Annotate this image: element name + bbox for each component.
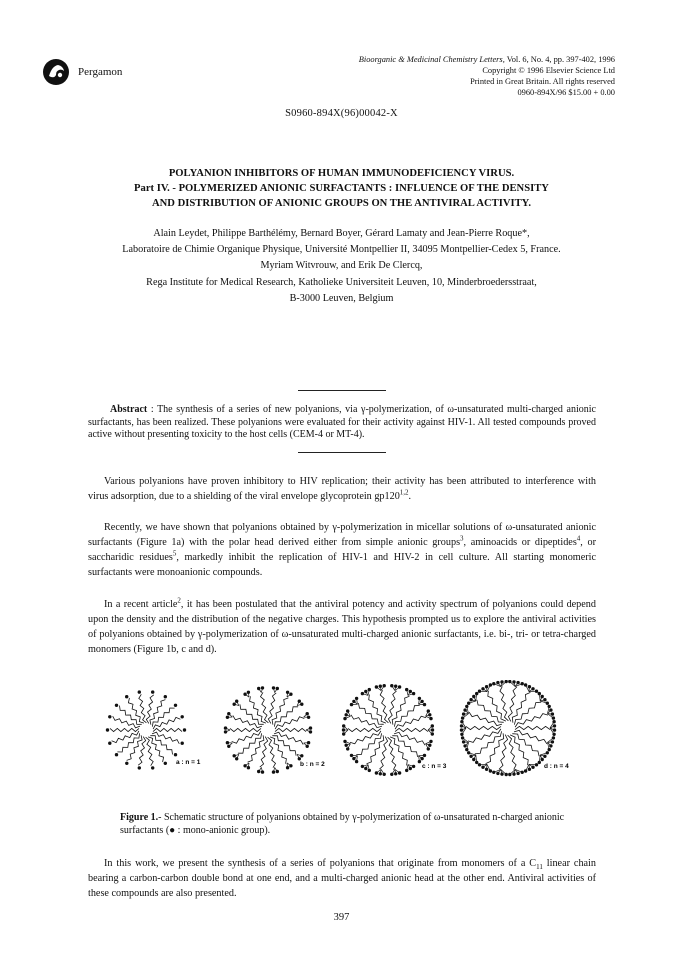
anionic-group-dot (364, 767, 367, 770)
anionic-group-dot (548, 705, 551, 708)
surfactant-chains (348, 690, 428, 769)
publisher-name: Pergamon (78, 66, 123, 78)
anionic-group-dot (553, 724, 556, 727)
anionic-group-dot (115, 704, 118, 707)
anionic-group-dot (485, 685, 488, 688)
anionic-group-dot (298, 700, 301, 703)
anionic-group-dot (409, 690, 412, 693)
anionic-group-dot (235, 757, 238, 760)
anionic-group-dot (409, 767, 412, 770)
anionic-group-dot (543, 698, 546, 701)
anionic-group-dot (427, 709, 430, 712)
anionic-group-dot (524, 769, 527, 772)
anionic-group-dot (125, 695, 128, 698)
title-line-2: Part IV. - POLYMERIZED ANIONIC SURFACTANTS : INFLUENCE OF THE DENSITY (134, 183, 549, 194)
anionic-group-dot (276, 770, 279, 773)
anionic-group-dot (394, 685, 397, 688)
author-names-2: Myriam Witvrouw, and Erik De Clercq, (260, 260, 423, 272)
anionic-group-dot (394, 772, 397, 775)
anionic-group-dot (467, 702, 470, 705)
anionic-group-dot (343, 717, 346, 720)
anionic-group-dot (286, 766, 289, 769)
anionic-group-dot (164, 695, 167, 698)
anionic-group-dot (361, 692, 364, 695)
anionic-group-dot (272, 770, 275, 773)
journal-info (255, 54, 615, 98)
anionic-group-dot (552, 720, 555, 723)
anionic-group-dot (489, 769, 492, 772)
anionic-group-dot (352, 757, 355, 760)
anionic-group-dot (181, 715, 184, 718)
anionic-group-dot (306, 712, 309, 715)
anionic-group-dot (343, 740, 346, 743)
anionic-group-dot (469, 755, 472, 758)
anionic-group-dot (151, 690, 154, 693)
elsevier-logo-icon (42, 58, 70, 86)
anionic-group-dot (257, 770, 260, 773)
anionic-group-dot (500, 680, 503, 683)
anionic-group-dot (181, 742, 184, 745)
anionic-group-dot (431, 732, 434, 735)
anionic-group-dot (368, 688, 371, 691)
anionic-group-dot (345, 713, 348, 716)
anionic-group-dot (516, 772, 519, 775)
anionic-group-dot (535, 690, 538, 693)
anionic-group-dot (460, 720, 463, 723)
anionic-group-dot (512, 772, 515, 775)
anionic-group-dot (405, 688, 408, 691)
abstract-text: : The synthesis of a series of new polyanions, via γ-polymerization, of ω-unsaturated multi-charged anionic surfactants, has been realized. These polyanions were evaluated for their activity against HIV-1. All tested compounds proved active without presenting toxicity to the host cells (CEM-4 or MT-4). (88, 404, 596, 441)
anionic-group-dot (390, 773, 393, 776)
anionic-group-dot (553, 728, 556, 731)
anionic-group-dot (516, 681, 519, 684)
figure-1-micelles (88, 680, 596, 784)
anionic-group-dot (364, 690, 367, 693)
micelle-c (342, 684, 434, 776)
title-line-3: AND DISTRIBUTION OF ANIONIC GROUPS ON THE ANTIVIRAL ACTIVITY. (151, 198, 531, 209)
anionic-group-dot (469, 698, 472, 701)
anionic-group-dot (233, 703, 236, 706)
anionic-group-dot (243, 693, 246, 696)
anionic-group-dot (286, 691, 289, 694)
pii-code: S0960-894X(96)00042-X (285, 108, 398, 119)
abstract (88, 404, 596, 442)
anionic-group-dot (224, 730, 227, 733)
anionic-group-dot (375, 771, 378, 774)
anionic-group-dot (300, 703, 303, 706)
caption-label: Figure 1. (120, 812, 159, 823)
anionic-group-dot (460, 724, 463, 727)
page-number: 397 (333, 912, 350, 923)
anionic-group-dot (115, 753, 118, 756)
anionic-group-dot (546, 702, 549, 705)
anionic-group-dot (350, 703, 353, 706)
anionic-group-dot (420, 757, 423, 760)
micelle-d (460, 680, 556, 776)
anionic-group-dot (306, 745, 309, 748)
anionic-group-dot (478, 763, 481, 766)
anionic-group-dot (428, 713, 431, 716)
journal-citation: Bioorganic & Medicinal Chemistry Letters, Vol. 6, No. 4, pp. 397-402, 1996 (358, 55, 615, 64)
anionic-group-dot (508, 773, 511, 776)
anionic-group-dot (412, 692, 415, 695)
anionic-group-dot (350, 754, 353, 757)
paper-title (60, 166, 623, 211)
anionic-group-dot (552, 736, 555, 739)
author-names-1: Alain Leydet, Philippe Barthélémy, Bernard Boyer, Gérard Lamaty and Jean-Pierre Roque*, (153, 228, 530, 239)
anionic-group-dot (342, 732, 345, 735)
anionic-group-dot (463, 744, 466, 747)
anionic-group-dot (524, 683, 527, 686)
anionic-group-dot (309, 730, 312, 733)
anionic-group-dot (247, 766, 250, 769)
anionic-group-dot (485, 768, 488, 771)
anionic-group-dot (342, 724, 345, 727)
anionic-group-dot (475, 692, 478, 695)
anionic-group-dot (138, 766, 141, 769)
anionic-group-dot (355, 697, 358, 700)
micelle-a (106, 690, 186, 769)
anionic-group-dot (368, 769, 371, 772)
anionic-group-dot (418, 697, 421, 700)
anionic-group-dot (390, 684, 393, 687)
anionic-group-dot (496, 772, 499, 775)
anionic-group-dot (125, 762, 128, 765)
micelle-label-a: a : n = 1 (176, 759, 201, 766)
anionic-group-dot (551, 712, 554, 715)
paragraph-1: Various polyanions have proven inhibitory to HIV replication; their activity has been attributed to interference with virus adsorption, due to a shielding of the viral envelope glycoprotein gp120$^{1,2}$. (88, 476, 596, 502)
anionic-group-dot (552, 733, 555, 736)
anionic-group-dot (355, 760, 358, 763)
anionic-group-dot (465, 748, 468, 751)
anionic-group-dot (361, 765, 364, 768)
anionic-group-dot (472, 758, 475, 761)
anionic-group-dot (307, 716, 310, 719)
anionic-group-dot (300, 754, 303, 757)
anionic-group-dot (423, 754, 426, 757)
paragraph-3: In a recent article$^2$, it has been postulated that the antiviral potency and activity spectrum of polyanions could depend upon the density and the distribution of the negative charges. This hypothesis prompted us to explore the antiviral activities of polyanions obtained by γ-polymerization of ω-unsaturated multi-charged anionic surfactants, i.e. bi-, tri- or tetra-charged monomers (Figure 1b, c and d). (88, 596, 596, 655)
anionic-group-dot (138, 690, 141, 693)
anionic-group-dot (427, 747, 430, 750)
anionic-group-dot (460, 728, 463, 731)
anionic-group-dot (309, 726, 312, 729)
anionic-group-dot (345, 744, 348, 747)
anionic-group-dot (462, 712, 465, 715)
anionic-group-dot (418, 760, 421, 763)
anionic-group-dot (496, 681, 499, 684)
figure-1-caption (120, 812, 580, 837)
anionic-group-dot (528, 685, 531, 688)
caption-text: - Schematic structure of polyanions obtained by γ-polymerization of ω-unsaturated n-charged anionic surfactants (● : mono-anionic group). (120, 812, 565, 836)
anionic-group-dot (500, 772, 503, 775)
anionic-group-dot (492, 771, 495, 774)
surfactant-chains (110, 694, 182, 765)
anionic-group-dot (375, 685, 378, 688)
anionic-group-dot (346, 709, 349, 712)
anionic-group-dot (420, 700, 423, 703)
anionic-group-dot (272, 686, 275, 689)
affiliation-1: Laboratoire de Chimie Organique Physique, Université Montpellier II, 34095 Montpellier-Cedex 5, France. (122, 244, 561, 256)
anionic-group-dot (481, 766, 484, 769)
copyright-line: Copyright © 1996 Elsevier Science Ltd (482, 66, 615, 75)
author-block (60, 226, 623, 307)
anionic-group-dot (431, 724, 434, 727)
anionic-group-dot (383, 684, 386, 687)
anionic-group-dot (289, 693, 292, 696)
anionic-group-dot (151, 766, 154, 769)
anionic-group-dot (541, 695, 544, 698)
anionic-group-dot (383, 773, 386, 776)
micelle-b (224, 686, 312, 774)
anionic-group-dot (548, 748, 551, 751)
micelle-label-b: b : n = 2 (300, 761, 325, 768)
anionic-group-dot (164, 762, 167, 765)
journal-name: Bioorganic & Medicinal Chemistry Letters, (358, 55, 505, 64)
anionic-group-dot (531, 766, 534, 769)
anionic-group-dot (342, 728, 345, 731)
anionic-group-dot (461, 736, 464, 739)
anionic-group-dot (227, 712, 230, 715)
anionic-group-dot (226, 716, 229, 719)
anionic-group-dot (226, 741, 229, 744)
anionic-group-dot (463, 708, 466, 711)
anionic-group-dot (257, 687, 260, 690)
anionic-group-dot (460, 733, 463, 736)
anionic-group-dot (412, 765, 415, 768)
title-line-1: POLYANION INHIBITORS OF HUMAN IMMUNODEFICIENCY VIRUS. (168, 168, 515, 179)
anionic-group-dot (478, 690, 481, 693)
anionic-group-dot (398, 685, 401, 688)
issn-line: 0960-894X/96 $15.00 + 0.00 (517, 88, 615, 97)
anionic-group-dot (247, 691, 250, 694)
anionic-group-dot (235, 700, 238, 703)
anionic-group-dot (472, 695, 475, 698)
anionic-group-dot (398, 771, 401, 774)
anionic-group-dot (423, 703, 426, 706)
anionic-group-dot (546, 751, 549, 754)
anionic-group-dot (379, 685, 382, 688)
anionic-group-dot (108, 715, 111, 718)
anionic-group-dot (465, 705, 468, 708)
anionic-group-dot (298, 757, 301, 760)
anionic-group-dot (521, 771, 524, 774)
anionic-group-dot (505, 773, 508, 776)
anionic-group-dot (352, 700, 355, 703)
anionic-group-dot (106, 728, 109, 731)
anionic-group-dot (552, 716, 555, 719)
anionic-group-dot (481, 687, 484, 690)
anionic-group-dot (538, 761, 541, 764)
anionic-group-dot (183, 728, 186, 731)
anionic-group-dot (475, 761, 478, 764)
anionic-group-dot (431, 728, 434, 731)
anionic-group-dot (462, 740, 465, 743)
anionic-group-dot (428, 744, 431, 747)
anionic-group-dot (541, 758, 544, 761)
anionic-group-dot (108, 742, 111, 745)
anionic-group-dot (521, 682, 524, 685)
surfactant-chains (230, 692, 306, 767)
affiliation-2: Rega Institute for Medical Research, Katholieke Universiteit Leuven, 10, Minderbroedersstraat, (146, 276, 537, 288)
paragraph-2: Recently, we have shown that polyanions obtained by γ-polymerization in micellar solutions of ω-unsaturated anionic surfactants (Figure 1a) with the polar head derived either from simple anionic groups$^3$, aminoacids or dipeptides$^4$, or saccharidic residues$^5$, markedly inhibit the replication of HIV-1 and HIV-2 in cell culture. All starting monomeric surfactants were monoanionic compounds. (88, 522, 596, 578)
micelle-label-c: c : n = 3 (422, 763, 447, 770)
anionic-group-dot (379, 772, 382, 775)
anionic-group-dot (535, 763, 538, 766)
anionic-group-dot (276, 687, 279, 690)
anionic-group-dot (346, 747, 349, 750)
anionic-group-dot (224, 726, 227, 729)
anionic-group-dot (289, 764, 292, 767)
anionic-group-dot (489, 683, 492, 686)
anionic-group-dot (461, 716, 464, 719)
abstract-label: Abstract (110, 404, 148, 415)
anionic-group-dot (174, 753, 177, 756)
anionic-group-dot (551, 740, 554, 743)
anionic-group-dot (512, 680, 515, 683)
anionic-group-dot (528, 768, 531, 771)
anionic-group-dot (261, 770, 264, 773)
anionic-group-dot (243, 764, 246, 767)
micelle-label-d: d : n = 4 (544, 763, 569, 770)
anionic-group-dot (174, 704, 177, 707)
anionic-group-dot (261, 686, 264, 689)
affiliation-2-city: B-3000 Leuven, Belgium (289, 292, 394, 304)
anionic-group-dot (549, 708, 552, 711)
paragraph-4: In this work, we present the synthesis of a series of polyanions that originate from monomers of a $C_{11}$ linear chain bearing a carbon-carbon double bond at one end, and a multi-charged anionic head at the other end. Antiviral activities of these compounds are also presented. (88, 858, 596, 899)
surfactant-chains (466, 686, 550, 769)
anionic-group-dot (227, 745, 230, 748)
anionic-group-dot (429, 717, 432, 720)
anionic-group-dot (549, 744, 552, 747)
printed-line: Printed in Great Britain. All rights reserved (470, 77, 615, 86)
anionic-group-dot (531, 687, 534, 690)
anionic-group-dot (492, 682, 495, 685)
anionic-group-dot (405, 769, 408, 772)
anionic-group-dot (543, 755, 546, 758)
anionic-group-dot (429, 740, 432, 743)
anionic-group-dot (467, 751, 470, 754)
anionic-group-dot (538, 692, 541, 695)
abstract-bottom-rule (298, 452, 386, 453)
anionic-group-dot (307, 741, 310, 744)
anionic-group-dot (233, 754, 236, 757)
abstract-top-rule (298, 390, 386, 391)
